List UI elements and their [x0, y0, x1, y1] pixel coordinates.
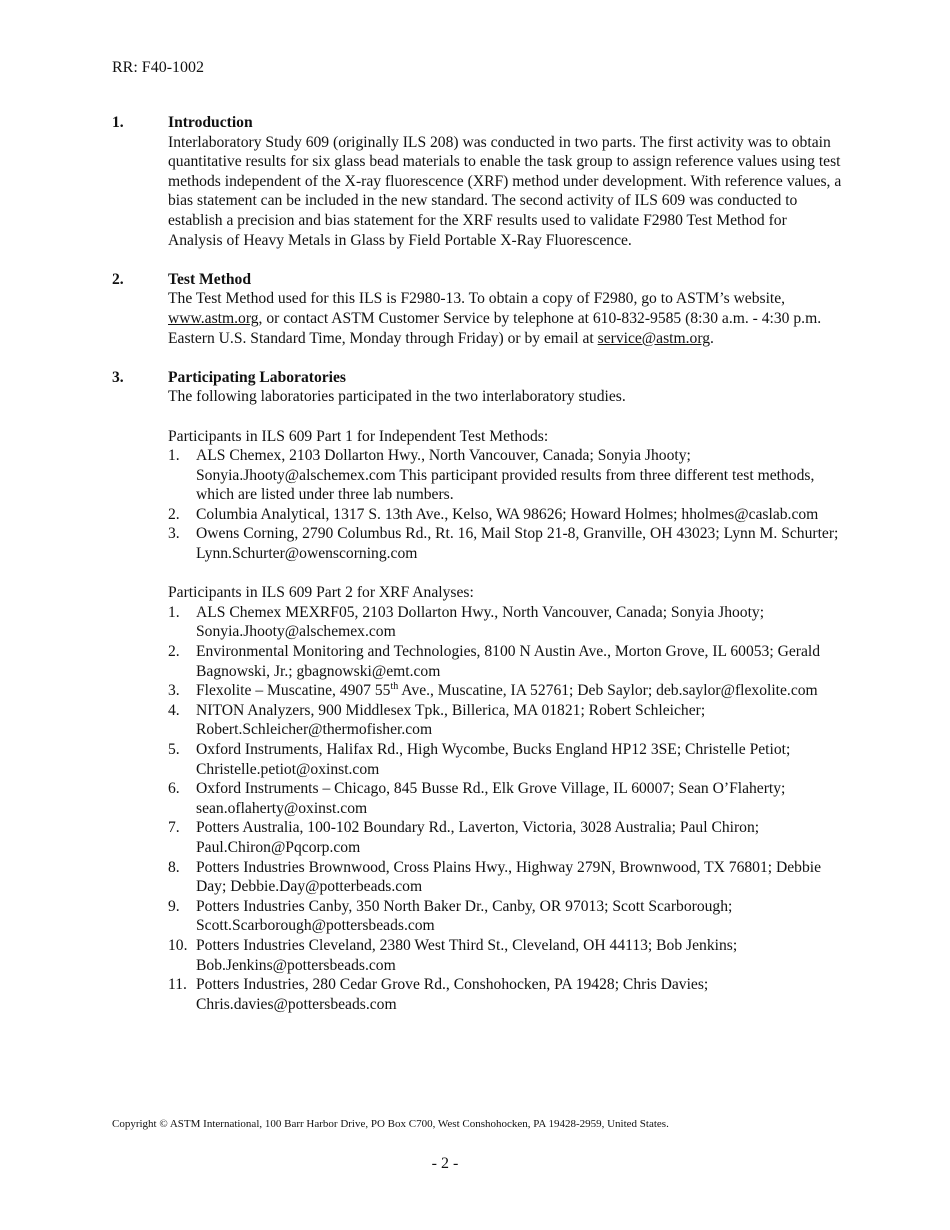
section-title: Participating Laboratories [168, 368, 347, 386]
item-number: 7. [168, 819, 180, 837]
item-number: 3. [168, 525, 180, 543]
item-number: 2. [168, 505, 180, 523]
document-reference: RR: F40-1002 [112, 59, 205, 76]
section-introduction [112, 113, 842, 250]
list-item [168, 897, 842, 936]
section-number: 1. [112, 114, 124, 131]
item-text: Potters Industries Brownwood, Cross Plains Hwy., Highway 279N, Brownwood, TX 76801; Debbie Day; Debbie.Day@potterbeads.com [196, 858, 822, 896]
item-number: 2. [168, 643, 180, 661]
part2-participant-list [168, 603, 842, 1014]
item-number: 9. [168, 897, 180, 915]
item-text: Columbia Analytical, 1317 S. 13th Ave., Kelso, WA 98626; Howard Holmes; hholmes@caslab.com [196, 505, 819, 523]
section-title: Introduction [168, 114, 253, 131]
page-number: - 2 - [431, 1155, 459, 1172]
item-text: Owens Corning, 2790 Columbus Rd., Rt. 16, Mail Stop 21-8, Granville, OH 43023; Lynn M. Schurter; Lynn.Schurter@owenscorning.com [196, 525, 839, 563]
item-text-part: Ave., Muscatine, IA 52761; Deb Saylor; deb.saylor@flexolite.com [398, 682, 818, 700]
section-participating-laboratories [112, 368, 842, 1015]
item-number: 4. [168, 701, 180, 719]
item-number: 11. [168, 976, 187, 994]
paragraph-text: The Test Method used for this ILS is F2980-13. To obtain a copy of F2980, go to ASTM’s website, [168, 290, 786, 308]
item-text: Environmental Monitoring and Technologies, 8100 N Austin Ave., Morton Grove, IL 60053; Gerald Bagnowski, Jr.; gbagnowski@emt.com [196, 643, 821, 680]
item-number: 1. [168, 603, 180, 621]
section-number: 2. [112, 270, 124, 288]
item-number: 1. [168, 447, 180, 465]
section-paragraph: The following laboratories participated in the two interlaboratory studies. [168, 388, 626, 406]
list-item [168, 603, 842, 642]
item-text: Potters Industries Canby, 350 North Baker Dr., Canby, OR 97013; Scott Scarborough; Scott.Scarborough@pottersbeads.com [196, 897, 733, 935]
item-text-part: Flexolite – Muscatine, 4907 55 [196, 682, 391, 700]
part2-heading: Participants in ILS 609 Part 2 for XRF Analyses: [168, 584, 474, 602]
list-item [168, 975, 842, 1014]
superscript: th [390, 681, 399, 693]
item-text: Potters Industries, 280 Cedar Grove Rd., Conshohocken, PA 19428; Chris Davies; Chris.davies@pottersbeads.com [196, 976, 709, 1013]
item-number: 3. [168, 682, 180, 700]
list-item [168, 642, 842, 681]
section-test-method [112, 270, 842, 348]
list-item [168, 858, 842, 897]
item-text: ALS Chemex, 2103 Dollarton Hwy., North Vancouver, Canada; Sonyia Jhooty; Sonyia.Jhooty@alschemex.com This participant provided results from three different test methods, which are listed under three lab numbers. [196, 447, 815, 504]
list-item [168, 779, 842, 818]
section-title: Test Method [168, 270, 252, 288]
list-item [168, 818, 842, 857]
item-number: 5. [168, 741, 180, 758]
paragraph-text: . [710, 329, 714, 347]
astm-website-link[interactable]: www.astm.org [168, 309, 259, 327]
item-number: 6. [168, 780, 180, 798]
service-email-link[interactable]: service@astm.org [597, 329, 711, 347]
section-paragraph: Interlaboratory Study 609 (originally ILS 208) was conducted in two parts. The first activity was to obtain quantitative results for six glass bead materials to enable the task group to assign reference values using test methods independent of the X-ray fluorescence (XRF) method under development. With reference values, a bias statement can be included in the new standard. The second activity of ILS 609 was conducted to establish a precision and bias statement for the XRF results used to validate F2980 Test Method for Analysis of Heavy Metals in Glass by Field Portable X-Ray Fluorescence. [168, 133, 842, 249]
list-item [168, 701, 842, 740]
section-number: 3. [112, 368, 124, 386]
list-item [168, 740, 842, 779]
item-text: Oxford Instruments, Halifax Rd., High Wycombe, Bucks England HP12 3SE; Christelle Petiot; Christelle.petiot@oxinst.com [196, 741, 791, 778]
item-text: Potters Industries Cleveland, 2380 West Third St., Cleveland, OH 44113; Bob Jenkins; Bob.Jenkins@pottersbeads.com [196, 936, 738, 974]
item-text: Potters Australia, 100-102 Boundary Rd., Laverton, Victoria, 3028 Australia; Paul Chiron; Paul.Chiron@Pqcorp.com [196, 819, 760, 856]
item-text: ALS Chemex MEXRF05, 2103 Dollarton Hwy., North Vancouver, Canada; Sonyia Jhooty; Sonyia.Jhooty@alschemex.com [196, 603, 765, 641]
list-item [168, 936, 842, 975]
part1-heading: Participants in ILS 609 Part 1 for Independent Test Methods: [168, 427, 549, 445]
item-number: 10. [168, 936, 188, 954]
list-item [168, 524, 842, 563]
paragraph-text: , or contact ASTM Customer Service by telephone at 610-832-9585 (8:30 a.m. - 4:30 p.m. Eastern U.S. Standard Time, Monday through Friday) or by email at [168, 309, 822, 347]
list-item [168, 505, 842, 525]
copyright-notice: Copyright © ASTM International, 100 Barr Harbor Drive, PO Box C700, West Conshohocken, PA 19428-2959, United States. [112, 1118, 669, 1130]
section-paragraph [168, 289, 842, 348]
item-text: Oxford Instruments – Chicago, 845 Busse Rd., Elk Grove Village, IL 60007; Sean O’Flaherty; sean.oflaherty@oxinst.com [196, 780, 786, 817]
list-item [168, 446, 842, 505]
item-text [196, 682, 818, 699]
item-number: 8. [168, 858, 180, 876]
document-body [112, 113, 842, 1034]
part1-participant-list [168, 446, 842, 564]
item-text: NITON Analyzers, 900 Middlesex Tpk., Billerica, MA 01821; Robert Schleicher; Robert.Schleicher@thermofisher.com [196, 701, 706, 739]
list-item [168, 681, 842, 701]
